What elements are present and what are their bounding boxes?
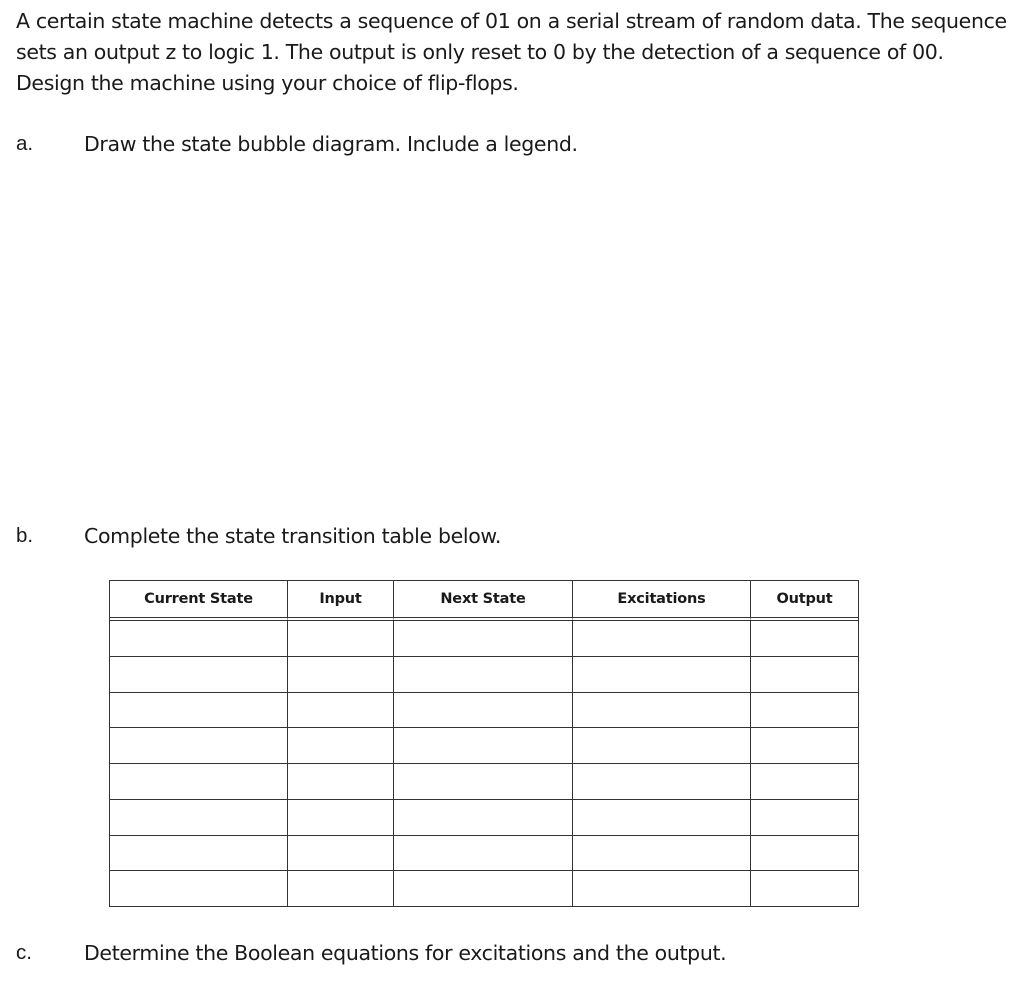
table-row [110, 871, 858, 906]
cell-excitations[interactable] [573, 836, 751, 872]
cell-output[interactable] [751, 764, 858, 800]
table-row [110, 836, 858, 872]
cell-current-state[interactable] [110, 693, 288, 729]
header-excitations: Excitations [573, 581, 751, 621]
cell-current-state[interactable] [110, 621, 288, 657]
part-c-letter: c. [16, 941, 32, 964]
table-row [110, 800, 858, 836]
problem-line: Design the machine using your choice of flip-flops. [16, 71, 519, 95]
part-c-text: Determine the Boolean equations for excitations and the output. [84, 941, 727, 965]
cell-input[interactable] [288, 764, 394, 800]
cell-output[interactable] [751, 800, 858, 836]
part-b-text: Complete the state transition table below. [84, 524, 502, 548]
cell-next-state[interactable] [394, 657, 573, 693]
cell-excitations[interactable] [573, 621, 751, 657]
cell-input[interactable] [288, 621, 394, 657]
table-row [110, 621, 858, 657]
cell-next-state[interactable] [394, 621, 573, 657]
table-grid [109, 580, 859, 907]
cell-input[interactable] [288, 836, 394, 872]
cell-excitations[interactable] [573, 871, 751, 906]
header-next-state: Next State [394, 581, 573, 621]
cell-next-state[interactable] [394, 764, 573, 800]
cell-output[interactable] [751, 728, 858, 764]
state-transition-table [109, 580, 857, 907]
cell-input[interactable] [288, 871, 394, 906]
cell-next-state[interactable] [394, 728, 573, 764]
part-b-letter: b. [16, 524, 34, 547]
cell-input[interactable] [288, 728, 394, 764]
cell-current-state[interactable] [110, 764, 288, 800]
part-a-letter: a. [16, 132, 34, 155]
problem-line: sets an output z to logic 1. The output is only reset to 0 by the detection of a sequence of 00. [16, 40, 944, 64]
cell-excitations[interactable] [573, 800, 751, 836]
cell-next-state[interactable] [394, 871, 573, 906]
cell-excitations[interactable] [573, 693, 751, 729]
cell-current-state[interactable] [110, 871, 288, 906]
cell-output[interactable] [751, 621, 858, 657]
problem-statement [16, 6, 1016, 99]
cell-current-state[interactable] [110, 800, 288, 836]
cell-input[interactable] [288, 657, 394, 693]
cell-output[interactable] [751, 836, 858, 872]
table-row [110, 764, 858, 800]
part-a-text: Draw the state bubble diagram. Include a legend. [84, 132, 578, 156]
cell-current-state[interactable] [110, 836, 288, 872]
cell-current-state[interactable] [110, 728, 288, 764]
cell-output[interactable] [751, 871, 858, 906]
cell-next-state[interactable] [394, 836, 573, 872]
header-current-state: Current State [110, 581, 288, 621]
table-header-row [110, 581, 858, 621]
cell-next-state[interactable] [394, 800, 573, 836]
header-output: Output [751, 581, 858, 621]
table-row [110, 693, 858, 729]
cell-input[interactable] [288, 800, 394, 836]
cell-current-state[interactable] [110, 657, 288, 693]
cell-excitations[interactable] [573, 728, 751, 764]
table-row [110, 657, 858, 693]
header-input: Input [288, 581, 394, 621]
cell-excitations[interactable] [573, 764, 751, 800]
cell-excitations[interactable] [573, 657, 751, 693]
table-row [110, 728, 858, 764]
cell-next-state[interactable] [394, 693, 573, 729]
cell-output[interactable] [751, 657, 858, 693]
cell-output[interactable] [751, 693, 858, 729]
problem-line: A certain state machine detects a sequence of 01 on a serial stream of random data. The sequence [16, 9, 1007, 33]
cell-input[interactable] [288, 693, 394, 729]
